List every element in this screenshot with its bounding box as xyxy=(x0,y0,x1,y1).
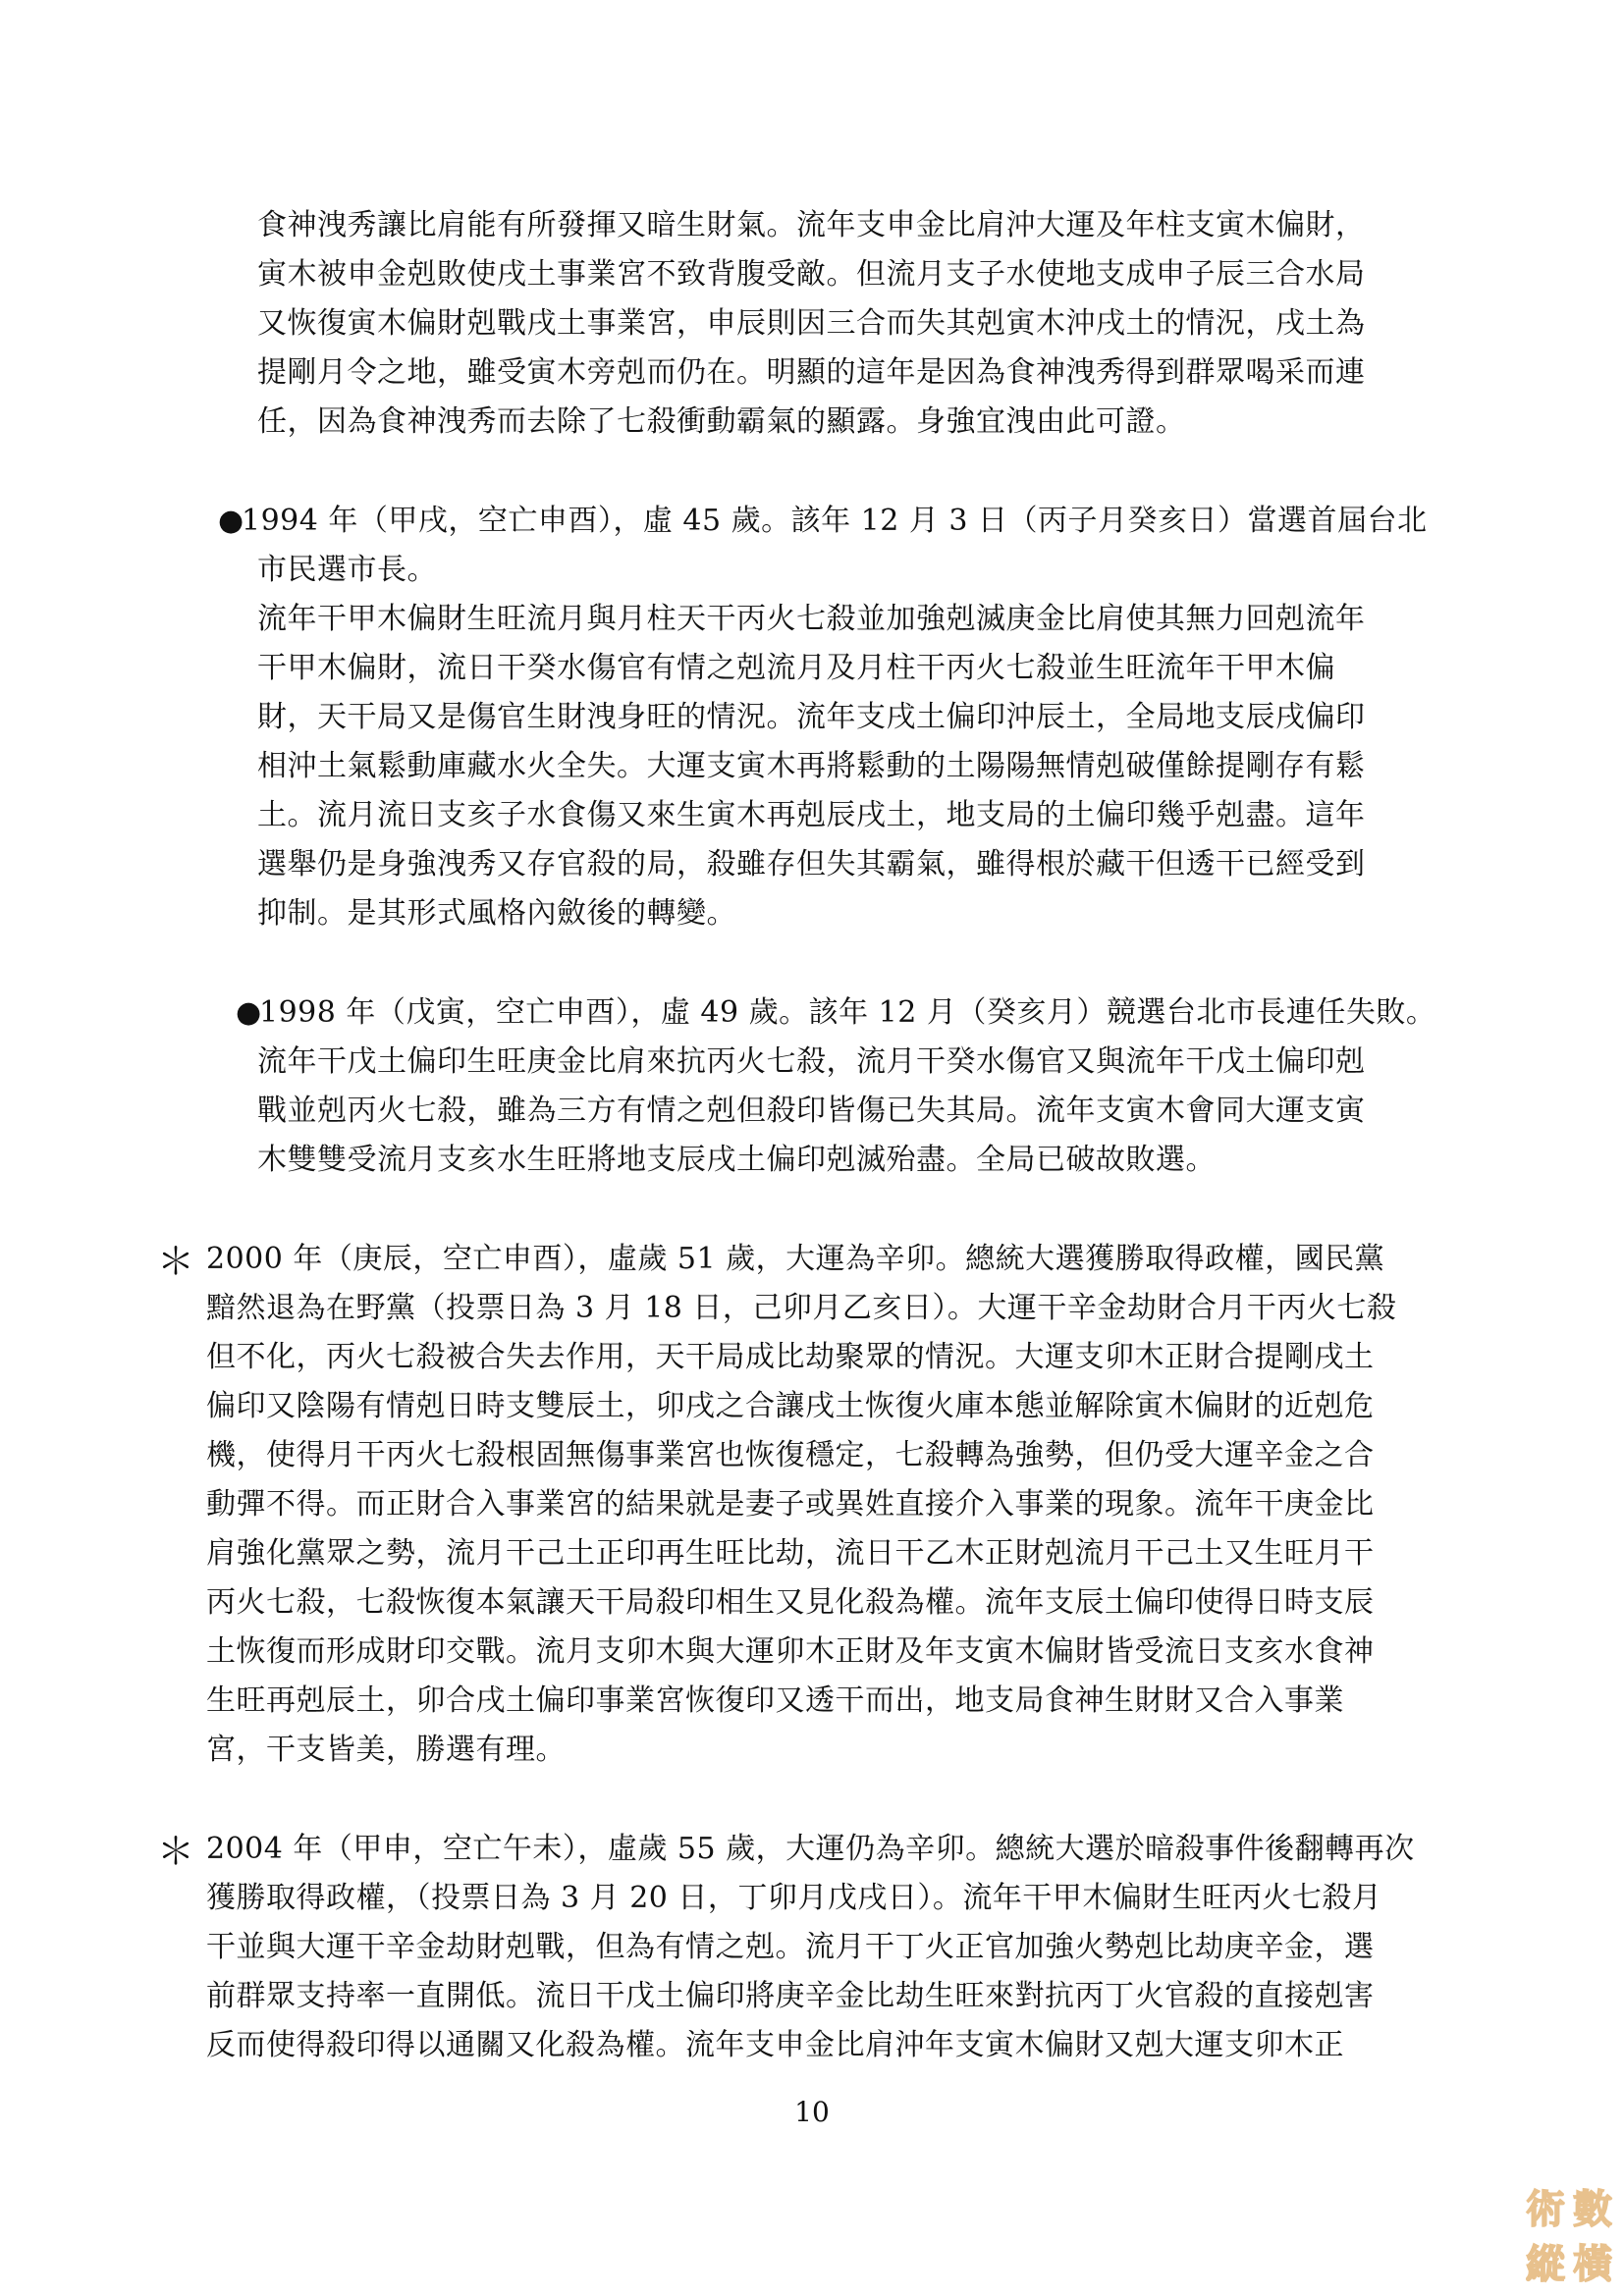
text-line: 偏印又陰陽有情剋日時支雙辰土，卯戌之合讓戌土恢復火庫本態並解除寅木偏財的近剋危 xyxy=(206,1389,1375,1423)
text-line: 反而使得殺印得以通關又化殺為權。流年支申金比肩沖年支寅木偏財又剋大運支卯木正 xyxy=(206,2028,1344,2062)
text-line: 生旺再剋辰土，卯合戌土偏印事業宮恢復印又透干而出，地支局食神生財財又合入事業 xyxy=(206,1683,1344,1718)
text-line: 寅木被申金剋敗使戌土事業宮不致背腹受敵。但流月支子水使地支成申子辰三合水局 xyxy=(257,257,1366,292)
watermark-char: 橫 xyxy=(1573,2240,1612,2287)
text-line: 財，天干局又是傷官生財洩身旺的情況。流年支戌土偏印沖辰土，全局地支辰戌偏印 xyxy=(257,700,1366,734)
text-line: 市民選市長。 xyxy=(257,553,437,587)
text-line: 土恢復而形成財印交戰。流月支卯木與大運卯木正財及年支寅木偏財皆受流日支亥水食神 xyxy=(206,1634,1375,1669)
asterisk-marker-icon: ＊ xyxy=(157,1830,195,1873)
text-line: 肩強化黨眾之勢，流月干己土正印再生旺比劫，流日干乙木正財剋流月干己土又生旺月干 xyxy=(206,1536,1375,1571)
text-line: 宮，干支皆美，勝選有理。 xyxy=(206,1733,566,1767)
text-line: 機，使得月干丙火七殺根固無傷事業宮也恢復穩定，七殺轉為強勢，但仍受大運辛金之合 xyxy=(206,1438,1375,1472)
watermark-char: 數 xyxy=(1573,2185,1612,2232)
text-line: 任，因為食神洩秀而去除了七殺衝動霸氣的顯露。身強宜洩由此可證。 xyxy=(257,404,1186,439)
watermark-seal xyxy=(1522,2180,1616,2290)
page-number: 10 xyxy=(794,2096,830,2128)
asterisk-marker-icon: ＊ xyxy=(157,1240,195,1283)
text-line: 黯然退為在野黨（投票日為 3 月 18 日，己卯月乙亥日）。大運干辛金劫財合月干丙火七殺 xyxy=(206,1291,1397,1325)
text-line: 但不化，丙火七殺被合失去作用，天干局成比劫聚眾的情況。大運支卯木正財合提剛戌土 xyxy=(206,1340,1375,1374)
text-line: 1998 年（戊寅，空亡申酉），虛 49 歲。該年 12 月（癸亥月）競選台北市長連任失敗。 xyxy=(259,995,1436,1030)
text-line: 2000 年（庚辰，空亡申酉），虛歲 51 歲，大運為辛卯。總統大選獲勝取得政權，國民黨 xyxy=(206,1242,1385,1276)
text-line: 動彈不得。而正財合入事業宮的結果就是妻子或異姓直接介入事業的現象。流年干庚金比 xyxy=(206,1487,1375,1522)
text-line: 前群眾支持率一直開低。流日干戊土偏印將庚辛金比劫生旺來對抗丙丁火官殺的直接剋害 xyxy=(206,1979,1375,2013)
text-line: 干並與大運干辛金劫財剋戰，但為有情之剋。流月干丁火正官加強火勢剋比劫庚辛金，選 xyxy=(206,1930,1375,1964)
text-line: 丙火七殺，七殺恢復本氣讓天干局殺印相生又見化殺為權。流年支辰土偏印使得日時支辰 xyxy=(206,1585,1375,1620)
text-line: 干甲木偏財，流日干癸水傷官有情之剋流月及月柱干丙火七殺並生旺流年干甲木偏 xyxy=(257,651,1335,685)
text-line: 木雙雙受流月支亥水生旺將地支辰戌土偏印剋滅殆盡。全局已破故敗選。 xyxy=(257,1143,1216,1177)
text-line: 流年干戊土偏印生旺庚金比肩來抗丙火七殺，流月干癸水傷官又與流年干戊土偏印剋 xyxy=(257,1044,1366,1079)
bullet-dot-icon: ● xyxy=(236,995,262,1030)
watermark-char: 術 xyxy=(1526,2185,1565,2232)
bullet-dot-icon: ● xyxy=(218,504,244,538)
text-line: 土。流月流日支亥子水食傷又來生寅木再剋辰戌土，地支局的土偏印幾乎剋盡。這年 xyxy=(257,798,1366,832)
text-line: 食神洩秀讓比肩能有所發揮又暗生財氣。流年支申金比肩沖大運及年柱支寅木偏財， xyxy=(257,208,1366,242)
watermark-char: 縱 xyxy=(1526,2240,1565,2287)
text-line: 1994 年（甲戌，空亡申酉），虛 45 歲。該年 12 月 3 日（丙子月癸亥日）當選首屆台北 xyxy=(242,504,1428,538)
text-line: 抑制。是其形式風格內斂後的轉變。 xyxy=(257,896,736,931)
text-line: 提剛月令之地，雖受寅木旁剋而仍在。明顯的這年是因為食神洩秀得到群眾喝采而連 xyxy=(257,355,1366,390)
text-line: 相沖土氣鬆動庫藏水火全失。大運支寅木再將鬆動的土陽陽無情剋破僅餘提剛存有鬆 xyxy=(257,749,1366,783)
text-line: 選舉仍是身強洩秀又存官殺的局，殺雖存但失其霸氣，雖得根於藏干但透干已經受到 xyxy=(257,847,1366,881)
text-line: 又恢復寅木偏財剋戰戌土事業宮，申辰則因三合而失其剋寅木沖戌土的情況，戌土為 xyxy=(257,306,1366,341)
text-line: 流年干甲木偏財生旺流月與月柱天干丙火七殺並加強剋滅庚金比肩使其無力回剋流年 xyxy=(257,602,1366,636)
text-line: 戰並剋丙火七殺，雖為三方有情之剋但殺印皆傷已失其局。流年支寅木會同大運支寅 xyxy=(257,1094,1366,1128)
text-line: 2004 年（甲申，空亡午未），虛歲 55 歲，大運仍為辛卯。總統大選於暗殺事件後翻轉再次 xyxy=(206,1832,1415,1866)
text-line: 獲勝取得政權，（投票日為 3 月 20 日，丁卯月戊戌日）。流年干甲木偏財生旺丙火七殺月 xyxy=(206,1881,1382,1915)
